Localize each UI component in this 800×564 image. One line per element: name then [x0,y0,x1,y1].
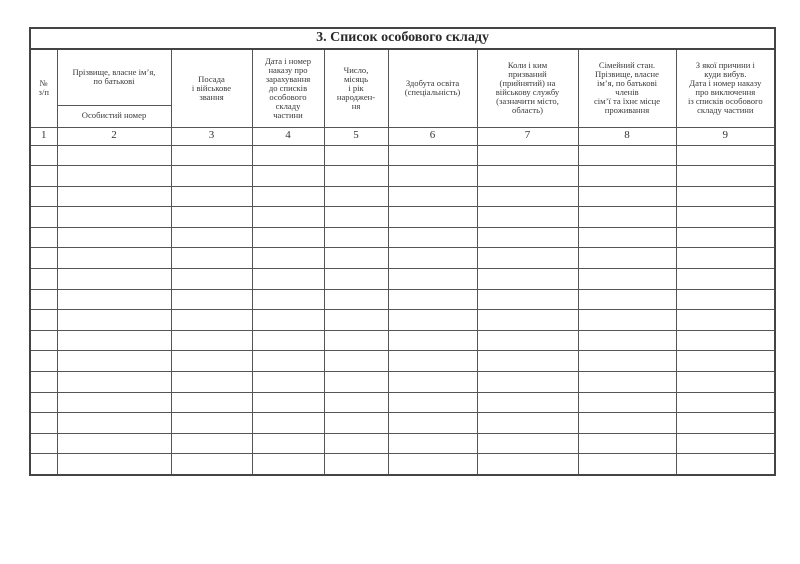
table-cell[interactable] [30,351,57,372]
table-cell[interactable] [676,145,775,166]
header-full-name: Прізвище, власне ім’я, по батькові [57,49,171,105]
table-cell[interactable] [171,372,252,393]
table-cell[interactable] [578,433,676,454]
column-number: 2 [57,127,171,145]
table-row [30,145,775,166]
table-cell[interactable] [57,330,171,351]
table-cell[interactable] [171,186,252,207]
table-cell[interactable] [324,227,388,248]
table-cell[interactable] [477,269,578,290]
table-cell[interactable] [171,289,252,310]
table-cell[interactable] [57,454,171,475]
table-row [30,310,775,331]
table-cell[interactable] [388,186,477,207]
table-cell[interactable] [388,227,477,248]
table-cell[interactable] [477,454,578,475]
table-cell[interactable] [30,454,57,475]
table-cell[interactable] [324,413,388,434]
table-row [30,207,775,228]
table-cell[interactable] [324,351,388,372]
table-row [30,351,775,372]
table-cell[interactable] [171,227,252,248]
table-cell[interactable] [578,166,676,187]
table-cell[interactable] [578,269,676,290]
table-cell[interactable] [578,145,676,166]
form-title: 3. Список особового складу [30,28,775,49]
column-number: 1 [30,127,57,145]
table-cell[interactable] [30,392,57,413]
table-cell[interactable] [171,413,252,434]
header-conscription: Коли і ким призваний (прийнятий) на військову службу (зазначити місто, область) [477,49,578,127]
table-cell[interactable] [388,145,477,166]
table-cell[interactable] [578,186,676,207]
table-cell[interactable] [324,454,388,475]
table-cell[interactable] [477,310,578,331]
table-row [30,392,775,413]
table-cell[interactable] [578,413,676,434]
table-cell[interactable] [57,227,171,248]
table-cell[interactable] [388,166,477,187]
table-row [30,433,775,454]
table-cell[interactable] [676,330,775,351]
table-cell[interactable] [57,145,171,166]
header-personal-number: Особистий номер [57,105,171,127]
table-row [30,330,775,351]
table-cell[interactable] [171,433,252,454]
table-cell[interactable] [477,289,578,310]
table-cell[interactable] [578,392,676,413]
table-cell[interactable] [388,330,477,351]
column-number-row [30,127,775,145]
header-education: Здобута освіта (спеціальність) [388,49,477,127]
table-cell[interactable] [30,248,57,269]
table-cell[interactable] [578,289,676,310]
table-cell[interactable] [324,166,388,187]
table-row [30,166,775,187]
table-cell[interactable] [30,413,57,434]
table-cell[interactable] [30,433,57,454]
table-cell[interactable] [252,433,324,454]
table-cell[interactable] [676,289,775,310]
table-cell[interactable] [171,310,252,331]
table-cell[interactable] [676,310,775,331]
table-cell[interactable] [388,248,477,269]
table-cell[interactable] [252,351,324,372]
table-cell[interactable] [252,207,324,228]
table-cell[interactable] [30,186,57,207]
table-body [30,145,775,475]
table-cell[interactable] [252,145,324,166]
table-cell[interactable] [252,392,324,413]
header-departure-reason: З якої причини і куди вибув. Дата і номер наказу про виключення із списків особового складу частини [676,49,775,127]
table-cell[interactable] [477,392,578,413]
table-cell[interactable] [388,269,477,290]
table-cell[interactable] [676,227,775,248]
header-position-rank: Посада і військове звання [171,49,252,127]
table-cell[interactable] [578,330,676,351]
table-row [30,454,775,475]
table-cell[interactable] [324,248,388,269]
table-cell[interactable] [252,310,324,331]
table-cell[interactable] [477,248,578,269]
table-cell[interactable] [171,454,252,475]
table-cell[interactable] [578,454,676,475]
table-cell[interactable] [388,433,477,454]
table-cell[interactable] [676,166,775,187]
table-row [30,227,775,248]
table-cell[interactable] [578,207,676,228]
table-cell[interactable] [252,413,324,434]
table-cell[interactable] [676,413,775,434]
table-cell[interactable] [57,248,171,269]
table-cell[interactable] [57,351,171,372]
table-cell[interactable] [57,392,171,413]
table-cell[interactable] [57,269,171,290]
table-cell[interactable] [30,372,57,393]
table-cell[interactable] [578,248,676,269]
table-cell[interactable] [30,330,57,351]
personnel-table [29,27,776,476]
table-cell[interactable] [30,227,57,248]
table-row [30,248,775,269]
table-row [30,289,775,310]
table-row [30,186,775,207]
table-cell[interactable] [477,227,578,248]
table-cell[interactable] [388,289,477,310]
table-cell[interactable] [252,227,324,248]
table-cell[interactable] [324,392,388,413]
table-cell[interactable] [57,310,171,331]
table-cell[interactable] [252,166,324,187]
table-cell[interactable] [676,392,775,413]
table-cell[interactable] [171,248,252,269]
column-number: 9 [676,127,775,145]
table-row [30,372,775,393]
table-cell[interactable] [477,351,578,372]
table-cell[interactable] [252,269,324,290]
table-cell[interactable] [171,269,252,290]
table-row [30,413,775,434]
table-cell[interactable] [676,269,775,290]
table-cell[interactable] [171,207,252,228]
table-cell[interactable] [30,289,57,310]
table-cell[interactable] [676,454,775,475]
table-cell[interactable] [676,186,775,207]
table-cell[interactable] [252,454,324,475]
table-cell[interactable] [171,330,252,351]
table-cell[interactable] [477,207,578,228]
table-cell[interactable] [676,372,775,393]
table-cell[interactable] [477,166,578,187]
table-cell[interactable] [388,351,477,372]
table-cell[interactable] [252,372,324,393]
table-cell[interactable] [477,145,578,166]
table-cell[interactable] [324,372,388,393]
table-cell[interactable] [57,186,171,207]
column-number: 3 [171,127,252,145]
table-cell[interactable] [324,207,388,228]
table-cell[interactable] [30,207,57,228]
table-cell[interactable] [477,433,578,454]
table-cell[interactable] [252,248,324,269]
table-cell[interactable] [171,166,252,187]
table-cell[interactable] [171,351,252,372]
table-cell[interactable] [477,372,578,393]
table-cell[interactable] [676,248,775,269]
table-cell[interactable] [388,372,477,393]
table-cell[interactable] [388,207,477,228]
table-cell[interactable] [578,310,676,331]
table-cell[interactable] [477,186,578,207]
table-cell[interactable] [324,310,388,331]
table-cell[interactable] [30,269,57,290]
table-cell[interactable] [324,433,388,454]
table-cell[interactable] [171,145,252,166]
table-cell[interactable] [324,186,388,207]
table-cell[interactable] [388,310,477,331]
table-cell[interactable] [57,413,171,434]
table-cell[interactable] [388,413,477,434]
table-cell[interactable] [57,207,171,228]
table-cell[interactable] [57,289,171,310]
table-cell[interactable] [30,310,57,331]
table-cell[interactable] [324,145,388,166]
header-birth-date: Число, місяць і рік народжен- ня [324,49,388,127]
table-cell[interactable] [578,227,676,248]
table-cell[interactable] [57,372,171,393]
column-number: 7 [477,127,578,145]
table-cell[interactable] [57,166,171,187]
table-cell[interactable] [676,351,775,372]
table-cell[interactable] [388,454,477,475]
header-family-status: Сімейний стан. Прізвище, власне ім’я, по батькові членів сім’ї та їхнє місце проживання [578,49,676,127]
table-cell[interactable] [578,372,676,393]
table-cell[interactable] [252,289,324,310]
column-number: 4 [252,127,324,145]
column-number: 6 [388,127,477,145]
table-cell[interactable] [477,330,578,351]
table-cell[interactable] [171,392,252,413]
table-cell[interactable] [324,330,388,351]
table-cell[interactable] [676,207,775,228]
column-number: 8 [578,127,676,145]
table-cell[interactable] [324,289,388,310]
personnel-list-form [29,27,774,476]
table-cell[interactable] [252,186,324,207]
table-cell[interactable] [388,392,477,413]
header-enrollment-order: Дата і номер наказу про зарахування до списків особового складу частини [252,49,324,127]
table-cell[interactable] [252,330,324,351]
table-cell[interactable] [477,413,578,434]
header-row-number: № з/п [30,49,57,127]
table-row [30,269,775,290]
table-cell[interactable] [676,433,775,454]
table-cell[interactable] [324,269,388,290]
table-cell[interactable] [30,166,57,187]
column-number: 5 [324,127,388,145]
table-cell[interactable] [30,145,57,166]
table-cell[interactable] [57,433,171,454]
table-cell[interactable] [578,351,676,372]
